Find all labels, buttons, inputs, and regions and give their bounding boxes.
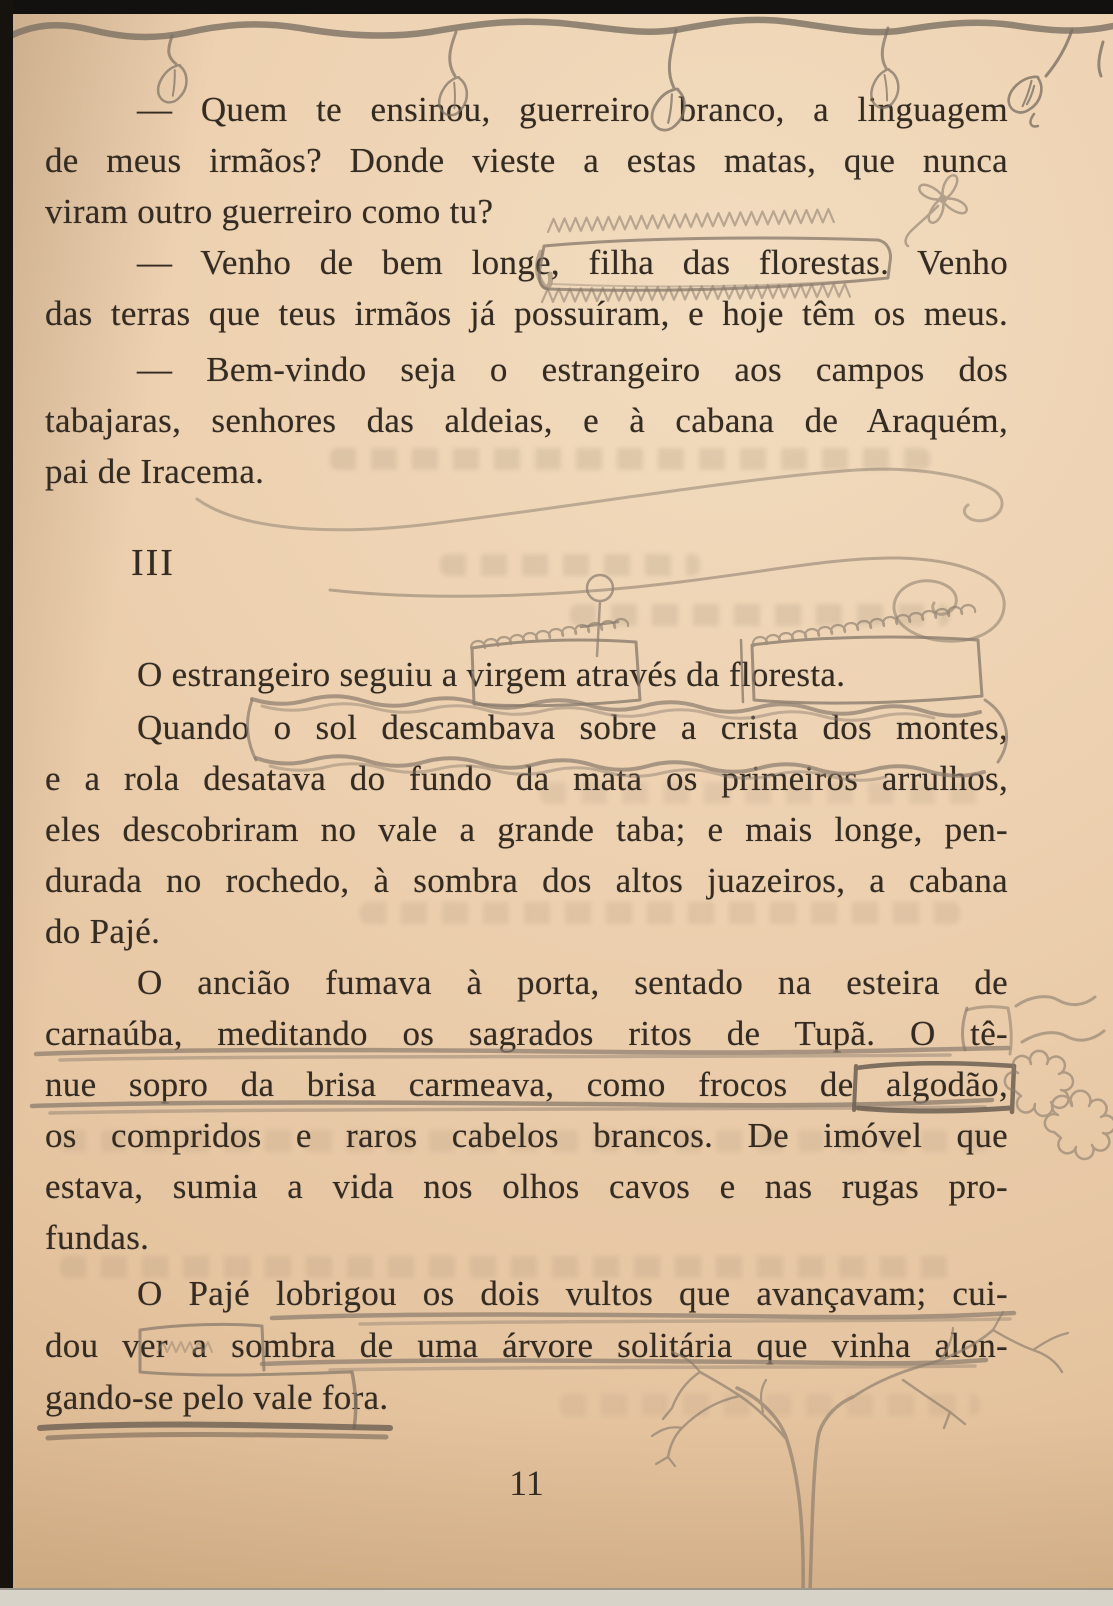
- bleed-through-text: [440, 554, 700, 576]
- paragraph: [45, 957, 1008, 1263]
- text-line: — Venho de bem longe, filha das florestas. Venho: [137, 243, 1008, 282]
- text-line: fundas.: [45, 1218, 150, 1257]
- chapter-heading: III: [131, 542, 175, 584]
- text-line: pai de Iracema.: [45, 452, 265, 491]
- paragraph: [45, 702, 1008, 957]
- paragraph: [45, 649, 1008, 700]
- text-line: dou ver a sombra de uma árvore solitária que vinha alon-: [45, 1326, 1008, 1365]
- text-line: viram outro guerreiro como tu?: [45, 192, 494, 231]
- text-line: durada no rochedo, à sombra dos altos juazeiros, a cabana: [45, 861, 1008, 900]
- pencil-underline: [40, 1425, 390, 1438]
- scan-edge-bottom: [0, 1588, 1113, 1606]
- text-line: carnaúba, meditando os sagrados ritos de Tupã. O tê-: [45, 1014, 1008, 1053]
- paragraph: [45, 1268, 1008, 1424]
- text-line: — Bem-vindo seja o estrangeiro aos campos dos: [137, 350, 1008, 389]
- text-line: — Quem te ensinou, guerreiro branco, a linguagem: [137, 90, 1008, 129]
- text-line: O Pajé lobrigou os dois vultos que avançavam; cui-: [137, 1274, 1008, 1313]
- scan-edge-top: [0, 0, 1113, 14]
- vine-border-doodle: [10, 20, 1113, 37]
- paragraph: [45, 344, 1008, 497]
- text-line: gando-se pelo vale fora.: [45, 1378, 389, 1417]
- leaf-icon: [1003, 30, 1103, 126]
- text-line: Quando o sol descambava sobre a crista dos montes,: [137, 708, 1008, 747]
- text-line: das terras que teus irmãos já possuíram, e hoje têm os meus.: [45, 294, 1008, 333]
- text-line: tabajaras, senhores das aldeias, e à cabana de Araquém,: [45, 401, 1008, 440]
- page-number: 11: [509, 1463, 544, 1503]
- text-line: os compridos e raros cabelos brancos. De imóvel que: [45, 1116, 1008, 1155]
- text-line: estava, sumia a vida nos olhos cavos e nas rugas pro-: [45, 1167, 1008, 1206]
- text-line: e a rola desatava do fundo da mata os primeiros arrulhos,: [45, 759, 1008, 798]
- text-line: do Pajé.: [45, 912, 161, 951]
- paragraph: [45, 237, 1008, 339]
- paragraph: [45, 84, 1008, 237]
- scan-edge-left: [0, 0, 13, 1590]
- text-line: nue sopro da brisa carmeava, como frocos de algodão,: [45, 1065, 1008, 1104]
- text-line: eles descobriram no vale a grande taba; e mais longe, pen-: [45, 810, 1008, 849]
- text-line: O estrangeiro seguiu a virgem através da floresta.: [137, 655, 846, 694]
- text-line: O ancião fumava à porta, sentado na esteira de: [137, 963, 1008, 1002]
- cloud-doodle: [1005, 1051, 1113, 1159]
- bleed-through-text: [570, 604, 950, 626]
- text-line: de meus irmãos? Donde vieste a estas matas, que nunca: [45, 141, 1008, 180]
- wind-doodle: [1016, 997, 1104, 1042]
